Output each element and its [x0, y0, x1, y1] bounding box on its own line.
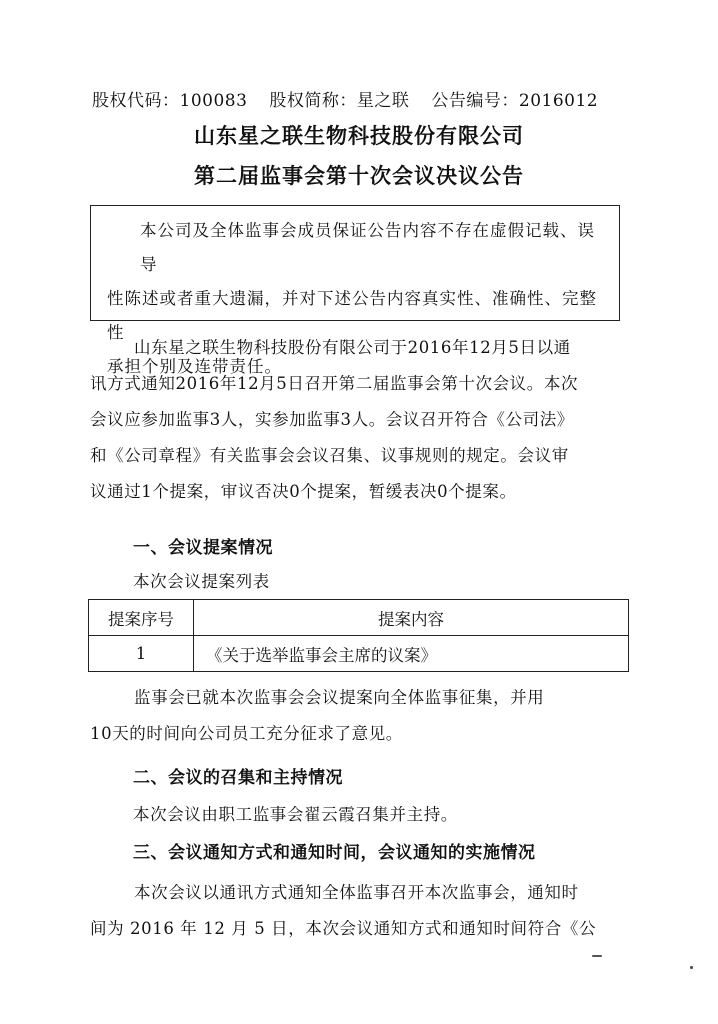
- solicitation-line: 10天的时间向公司员工充分征求了意见。: [90, 724, 403, 743]
- solicitation-line: 监事会已就本次监事会会议提案向全体监事征集，并用: [134, 688, 545, 707]
- column-header-number: 提案序号: [89, 600, 194, 636]
- announcement-number: 公告编号：2016012: [431, 91, 599, 111]
- announcement-title: 第二届监事会第十次会议决议公告: [194, 164, 524, 188]
- stock-name: 股权简称：星之联: [269, 91, 410, 111]
- intro-line: 和《公司章程》有关监事会会议召集、议事规则的规定。会议审: [90, 446, 569, 465]
- table-caption: 本次会议提案列表: [133, 572, 270, 591]
- notice-line: 间为 2016 年 12 月 5 日，本次会议通知方式和通知时间符合《公: [90, 919, 597, 938]
- intro-line: 议通过1个提案，审议否决0个提案，暂缓表决0个提案。: [90, 482, 517, 501]
- disclaimer-line: 承担个别及连带责任。: [107, 357, 282, 376]
- disclaimer-line: 性陈述或者重大遗漏，并对下述公告内容真实性、准确性、完整性: [107, 289, 597, 342]
- solicitation-paragraph: [90, 680, 630, 752]
- proposal-table: [88, 599, 629, 672]
- section-heading-convening: 二、会议的召集和主持情况: [133, 768, 343, 788]
- convening-text: 本次会议由职工监事会翟云霞召集并主持。: [133, 805, 458, 824]
- intro-line: 会议应参加监事3人，实参加监事3人。会议召开符合《公司法》: [90, 410, 574, 429]
- table-row: [89, 636, 629, 672]
- intro-line: 讯方式通知2016年12月5日召开第二届监事会第十次会议。本次: [90, 374, 579, 393]
- table-header-row: [89, 600, 629, 636]
- notice-paragraph: [90, 875, 630, 947]
- notice-line: 本次会议以通讯方式通知全体监事召开本次监事会，通知时: [134, 883, 579, 902]
- disclaimer-line: 本公司及全体监事会成员保证公告内容不存在虚假记载、误导: [140, 221, 595, 274]
- announcement-meta: [92, 86, 598, 111]
- scan-speck: [690, 966, 693, 969]
- proposal-content: 《关于选举监事会主席的议案》: [194, 636, 629, 672]
- intro-paragraph: [90, 330, 630, 510]
- intro-line: 山东星之联生物科技股份有限公司于2016年12月5日以通: [134, 338, 571, 357]
- section-heading-proposals: 一、会议提案情况: [133, 538, 273, 558]
- proposal-number: 1: [89, 636, 194, 672]
- scan-speck: [592, 955, 602, 957]
- company-title: 山东星之联生物科技股份有限公司: [194, 124, 524, 148]
- stock-code: 股权代码：100083: [92, 91, 248, 111]
- column-header-content: 提案内容: [194, 600, 629, 636]
- section-heading-notice: 三、会议通知方式和通知时间，会议通知的实施情况: [133, 843, 536, 863]
